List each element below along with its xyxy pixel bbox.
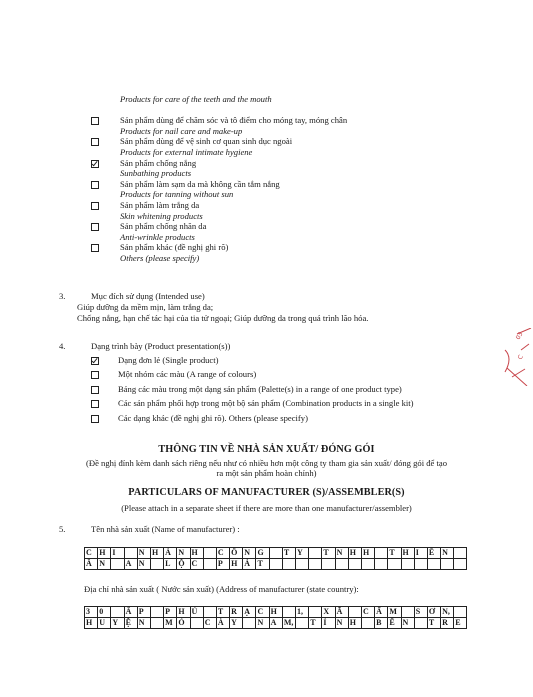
name-grid-cell[interactable] [322,559,335,570]
product-type-checkbox[interactable] [91,160,99,168]
address-grid-cell[interactable]: N [401,618,414,629]
name-grid-cell[interactable] [335,559,348,570]
manufacturer-note-vi-1: (Đề nghị đính kèm danh sách riêng nếu như có nhiều hơn một công ty tham gia sản xuất/ đóng gói để tạo [86,458,447,468]
address-grid-cell[interactable] [414,618,427,629]
name-grid-row [85,559,467,570]
address-grid-cell[interactable]: N [335,618,348,629]
presentation-checkbox[interactable] [91,400,99,408]
product-type-checkbox[interactable] [91,138,99,146]
address-grid-cell[interactable]: Ã [335,607,348,618]
product-type-en: Anti-wrinkle products [120,231,195,242]
address-grid-cell[interactable] [150,618,163,629]
address-grid-cell[interactable] [111,607,124,618]
name-grid-cell[interactable]: Ô [230,548,243,559]
address-grid-cell[interactable]: Ế [388,618,401,629]
product-type-en: Products for care of the teeth and the mouth [120,94,272,104]
name-grid-cell[interactable] [203,559,216,570]
presentation-option-label: Các dạng khác (đề nghị ghi rõ). Others (please specify) [118,412,308,423]
name-grid-cell[interactable]: T [256,559,269,570]
name-grid-cell[interactable] [375,559,388,570]
address-grid-cell[interactable]: P [164,607,177,618]
address-grid-cell[interactable]: H [348,618,361,629]
product-type-vi: Sản phẩm làm sạm da mà không cần tắm nắng [120,178,280,189]
name-grid-cell[interactable]: H [98,548,111,559]
address-grid-cell[interactable]: M [164,618,177,629]
address-grid-cell[interactable]: P [137,607,150,618]
product-type-en: Skin whitening products [120,210,203,221]
address-grid-cell[interactable]: N [256,618,269,629]
name-grid-row [85,548,467,559]
name-grid-cell[interactable]: G [256,548,269,559]
name-grid-cell[interactable]: C [85,548,98,559]
name-grid-cell[interactable] [309,559,322,570]
address-grid-cell[interactable] [243,618,256,629]
address-grid-cell[interactable]: Ơ [427,607,440,618]
name-grid-cell[interactable]: N [98,559,111,570]
name-grid-cell[interactable]: H [230,559,243,570]
address-grid-cell[interactable]: T [216,607,229,618]
address-grid-cell[interactable]: Y [111,618,124,629]
name-grid-cell[interactable]: Á [164,548,177,559]
address-grid-cell[interactable]: T [309,618,322,629]
name-grid-cell[interactable] [150,559,163,570]
name-grid-cell[interactable] [454,559,467,570]
address-grid-cell[interactable]: C [361,607,374,618]
address-grid-cell[interactable]: T [427,618,440,629]
manufacturer-note-en: (Please attach in a separate sheet if there are more than one manufacturer/assembler) [121,503,412,513]
product-type-vi: Sản phẩm chống nhăn da [120,221,207,232]
name-grid-cell[interactable] [348,559,361,570]
name-grid-cell[interactable]: N [441,548,454,559]
address-grid-cell[interactable]: N [137,618,150,629]
address-grid-cell[interactable]: M [388,607,401,618]
product-type-checkbox[interactable] [91,117,99,125]
product-type-checkbox[interactable] [91,202,99,210]
product-type-vi: Sản phẩm khác (đề nghị ghi rõ) [120,242,229,253]
address-grid-cell[interactable] [348,607,361,618]
address-grid-cell[interactable] [203,607,216,618]
product-type-en: Products for external intimate hygiene [120,146,253,157]
manufacturer-address-label: Địa chỉ nhà sản xuất ( Nước sản xuất) (Address of manufacturer (state country): [84,584,359,594]
name-grid-cell[interactable]: H [150,548,163,559]
address-grid-cell[interactable]: À [216,618,229,629]
presentation-checkbox[interactable] [91,386,99,394]
name-grid-cell[interactable]: L [164,559,177,570]
product-type-en: Products for tanning without sun [120,189,234,200]
name-grid-cell[interactable]: Â [85,559,98,570]
address-grid-cell[interactable]: U [98,618,111,629]
address-grid-cell[interactable]: Ạ [243,607,256,618]
manufacturer-name-label: Tên nhà sản xuất (Name of manufacturer) : [91,524,240,534]
name-grid-cell[interactable] [441,559,454,570]
name-grid-cell[interactable] [414,559,427,570]
product-type-en: Sunbathing products [120,168,192,179]
address-grid-cell[interactable]: Ỉ [322,618,335,629]
name-grid-cell[interactable]: N [137,548,150,559]
address-grid-cell[interactable]: Ẩ [375,607,388,618]
name-grid-cell[interactable] [203,548,216,559]
address-grid-cell[interactable]: C [203,618,216,629]
section-5-number: 5. [59,524,66,534]
name-grid-cell[interactable]: A [124,559,137,570]
name-grid-cell[interactable] [269,559,282,570]
name-grid-cell[interactable]: C [190,559,203,570]
address-grid-cell[interactable] [150,607,163,618]
address-grid-row [85,618,467,629]
product-type-checkbox[interactable] [91,181,99,189]
address-grid-cell[interactable] [454,607,467,618]
address-grid-cell[interactable]: H [85,618,98,629]
address-grid-cell[interactable]: H [177,607,190,618]
address-grid-cell[interactable]: A [269,618,282,629]
address-grid-cell[interactable]: 1, [296,607,309,618]
name-grid-cell[interactable] [427,559,440,570]
presentation-option-label: Các sản phẩm phối hợp trong một bộ sản phẩm (Combination products in a single kit) [118,398,414,409]
name-grid-cell[interactable] [282,559,295,570]
name-grid-cell[interactable]: P [216,559,229,570]
svg-text:03: 03 [514,330,525,341]
address-grid-cell[interactable]: E [454,618,467,629]
name-grid-cell[interactable] [296,559,309,570]
address-grid-cell[interactable] [282,607,295,618]
address-grid-cell[interactable]: 3 [85,607,98,618]
address-grid-cell[interactable] [361,618,374,629]
name-grid-cell[interactable] [269,548,282,559]
name-grid-cell[interactable]: Y [296,548,309,559]
name-grid-cell[interactable] [375,548,388,559]
address-grid-cell[interactable] [309,607,322,618]
manufacturer-title-vi: THÔNG TIN VỀ NHÀ SẢN XUẤT/ ĐÓNG GÓI [158,444,375,455]
name-grid-cell[interactable]: I [414,548,427,559]
product-type-vi: Sản phẩm dùng để chăm sóc và tô điểm cho móng tay, móng chân [120,115,348,126]
stamp-mark [503,328,533,386]
name-grid-cell[interactable] [124,548,137,559]
name-grid-cell[interactable]: H [348,548,361,559]
name-grid-cell[interactable]: N [243,548,256,559]
intended-use-line-1: Giúp dưỡng da mềm mịn, làm trắng da; [77,302,214,312]
name-grid-cell[interactable]: H [190,548,203,559]
product-type-vi: Sản phẩm dùng để vệ sinh cơ quan sinh dục ngoài [120,136,293,147]
name-grid-cell[interactable]: Ê [427,548,440,559]
section-4-number: 4. [59,341,66,351]
name-grid-cell[interactable] [454,548,467,559]
product-type-checkbox[interactable] [91,223,99,231]
name-grid-cell[interactable] [309,548,322,559]
intended-use-line-2: Chống nắng, hạn chế tác hại của tia tử ngoại; Giúp dưỡng da trong quá trình lão hóa. [77,313,369,323]
name-grid-cell[interactable]: N [177,548,190,559]
name-grid-cell[interactable] [401,559,414,570]
address-grid-cell[interactable]: Ú [190,607,203,618]
name-grid-cell[interactable]: H [361,548,374,559]
presentation-checkbox[interactable] [91,371,99,379]
address-grid-cell[interactable]: S [414,607,427,618]
name-grid-cell[interactable]: T [282,548,295,559]
address-grid-cell[interactable]: M, [282,618,295,629]
address-grid-row [85,607,467,618]
address-grid-cell[interactable]: Ỏ [177,618,190,629]
name-grid-cell[interactable] [388,559,401,570]
name-grid-cell[interactable]: I [111,548,124,559]
product-type-checkbox[interactable] [91,244,99,252]
name-grid-cell[interactable]: Ộ [177,559,190,570]
name-grid-cell[interactable]: C [216,548,229,559]
name-grid-cell[interactable]: H [401,548,414,559]
address-grid-cell[interactable]: C [256,607,269,618]
address-grid-cell[interactable]: 0 [98,607,111,618]
svg-text:C: C [516,353,525,361]
address-grid-cell[interactable]: H [269,607,282,618]
product-type-vi: Sản phẩm chống nắng [120,157,197,168]
manufacturer-name-grid [84,547,467,570]
manufacturer-address-grid [84,606,467,629]
address-grid-cell[interactable]: Ệ [124,618,137,629]
presentation-option-label: Dạng đơn lẻ (Single product) [118,355,219,365]
manufacturer-title-en: PARTICULARS OF MANUFACTURER (S)/ASSEMBLER(S) [128,487,405,498]
name-grid-cell[interactable]: T [322,548,335,559]
presentation-heading: Dạng trình bày (Product presentation(s)) [91,341,231,351]
product-type-vi: Sản phẩm làm trắng da [120,200,200,210]
name-grid-cell[interactable] [111,559,124,570]
presentation-option-label: Bảng các màu trong một dạng sản phẩm (Palette(s) in a range of one product type) [118,383,402,394]
manufacturer-note-vi-2: ra một sản phẩm hoàn chỉnh) [216,468,317,478]
address-grid-cell[interactable]: X [322,607,335,618]
name-grid-cell[interactable] [361,559,374,570]
address-grid-cell[interactable] [401,607,414,618]
name-grid-cell[interactable]: N [335,548,348,559]
product-type-en: Others (please specify) [120,252,200,263]
name-grid-cell[interactable]: T [388,548,401,559]
address-grid-cell[interactable]: R [441,618,454,629]
name-grid-cell[interactable]: N [137,559,150,570]
product-type-en: Products for nail care and make-up [120,125,243,136]
section-3-number: 3. [59,291,66,301]
address-grid-cell[interactable]: R [230,607,243,618]
name-grid-cell[interactable]: Á [243,559,256,570]
address-grid-cell[interactable]: B [375,618,388,629]
address-grid-cell[interactable] [190,618,203,629]
presentation-checkbox[interactable] [91,357,99,365]
address-grid-cell[interactable]: Ấ [124,607,137,618]
intended-use-heading: Mục đích sử dụng (Intended use) [91,291,205,301]
address-grid-cell[interactable] [296,618,309,629]
presentation-checkbox[interactable] [91,415,99,423]
address-grid-cell[interactable]: N, [441,607,454,618]
presentation-option-label: Một nhóm các màu (A range of colours) [118,369,257,380]
address-grid-cell[interactable]: Y [230,618,243,629]
